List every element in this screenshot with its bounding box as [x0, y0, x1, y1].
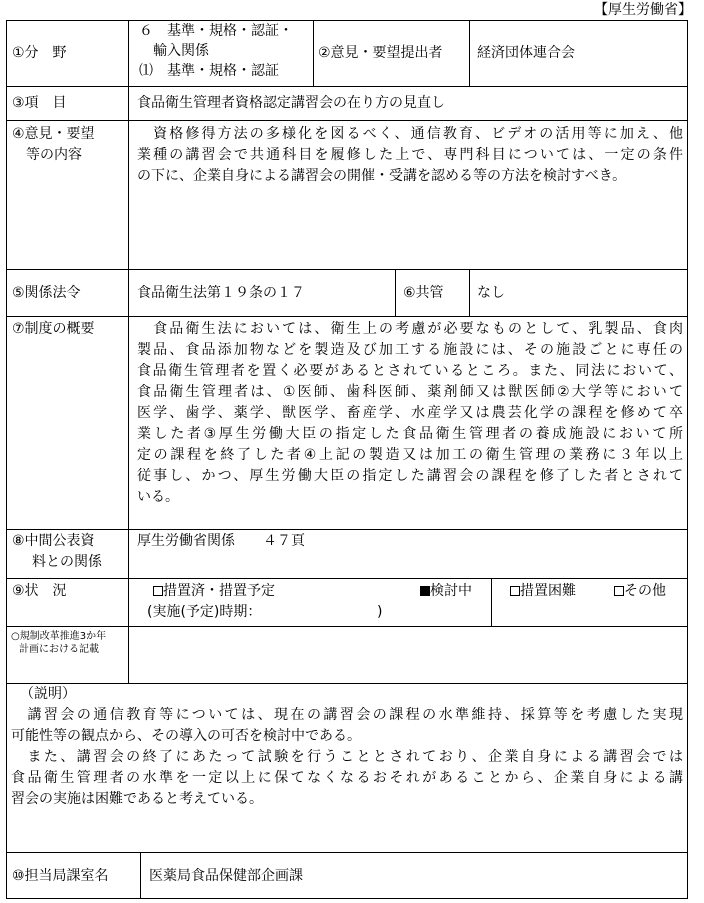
row-divider	[7, 578, 687, 579]
row-divider	[7, 269, 687, 270]
law-value: 食品衛生法第１９条の１７	[137, 285, 305, 301]
row-divider	[7, 86, 687, 87]
checkbox-unchecked-icon	[614, 586, 624, 596]
row-divider	[7, 529, 687, 530]
law-label: ⑤関係法令	[12, 285, 81, 301]
column-divider	[313, 21, 314, 86]
checkbox-unchecked-icon	[510, 586, 520, 596]
checkbox-checked-icon	[420, 586, 430, 596]
system-line: いる。	[137, 489, 179, 505]
interim-label	[12, 531, 102, 573]
interim-value: 厚生労働省関係 ４７頁	[137, 533, 305, 549]
status-label: ⑨状 況	[12, 583, 67, 599]
system-line: 業した者③厚生労働大臣の指定した食品衛生管理者の養成施設において所	[137, 426, 683, 442]
request-line: の下に、企業自身による講習会の開催・受講を認める等の方法を検討すべき。	[137, 168, 627, 184]
item-label: ③項 目	[12, 95, 67, 111]
explanation-line: 可能性等の観点から、その導入の可否を検討中である。	[11, 728, 361, 744]
system-line: 食品衛生管理者は、①医師、歯科医師、薬剤師又は獣医師②大学等において	[137, 384, 683, 400]
submitter-label: ②意見・要望提出者	[318, 45, 443, 61]
department-value: 医薬局食品保健部企画課	[149, 868, 303, 884]
request-label-line: 等の内容	[26, 147, 82, 163]
item-value: 食品衛生管理者資格認定講習会の在り方の見直し	[137, 95, 445, 111]
row-divider	[7, 316, 687, 317]
column-divider	[469, 21, 470, 86]
schedule-close: )	[377, 604, 383, 620]
request-label-line: ④意見・要望	[12, 126, 95, 142]
field-line: ６ 基準・規格・認証・	[139, 23, 293, 39]
request-content	[137, 124, 683, 187]
schedule-label: (実施(予定)時期：	[147, 604, 262, 620]
request-line: 業種の講習会で共通科目を履修した上で、専門科目については、一定の条件	[137, 147, 683, 163]
department-label: ⑩担当局課室名	[12, 868, 109, 884]
plan-label-line: ○規制改革推進3か年	[11, 631, 107, 642]
system-line: 医学、歯学、薬学、獣医学、畜産学、水産学又は農芸化学の課程を修めて卒	[137, 405, 683, 421]
row-divider	[7, 683, 687, 684]
system-line: 食品衛生法においては、衛生上の考慮が必要なものとして、乳製品、食肉	[137, 321, 683, 337]
explanation-line: 食品衛生管理者の水準を一定以上に保てなくなるおそれがあることから、企業自身による講	[11, 770, 683, 786]
column-divider	[140, 852, 141, 898]
row-divider	[7, 120, 687, 121]
column-divider	[469, 269, 470, 316]
row-divider	[7, 626, 687, 627]
explanation-line: 習会の実施は困難であると考えている。	[11, 791, 263, 807]
status-option-difficult: 措置困難	[510, 581, 576, 602]
plan-label	[11, 630, 106, 656]
system-line: 定の課程を終了した者④上記の製造又は加工の衛生管理の業務に３年以上	[137, 447, 683, 463]
system-line: 製品、食品添加物などを製造及び加工する施設には、その施設ごとに専任の	[137, 342, 683, 358]
system-line: 従事し、かつ、厚生労働大臣の指定した講習会の課程を修了した者とされて	[137, 468, 683, 484]
column-divider	[491, 578, 492, 626]
field-line: 輸入関係	[153, 43, 209, 59]
field-label: ①分 野	[12, 45, 67, 61]
explanation-heading: （説明）	[20, 686, 76, 702]
joint-value: なし	[477, 285, 505, 301]
submitter-value: 経済団体連合会	[477, 45, 575, 61]
column-divider	[395, 269, 396, 316]
status-option-done: 措置済・措置予定	[153, 581, 275, 602]
column-divider	[128, 21, 129, 683]
request-line: 資格修得方法の多様化を図るべく、通信教育、ビデオの活用等に加え、他	[137, 126, 683, 142]
explanation-content	[11, 705, 683, 810]
ministry-label: 【厚生労働省】	[594, 2, 692, 18]
interim-label-line: ⑧中間公表資	[12, 533, 95, 549]
system-content	[137, 319, 683, 508]
explanation-line: また、講習会の終了にあたって試験を行うこととされており、企業自身による講習会では	[11, 749, 683, 765]
joint-label: ⑥共管	[403, 285, 444, 301]
status-option-other: その他	[614, 581, 666, 602]
system-label: ⑦制度の概要	[12, 321, 95, 337]
explanation-line: 講習会の通信教育等については、現在の講習会の課程の水準維持、採算等を考慮した実現	[11, 707, 683, 723]
row-divider	[7, 852, 687, 853]
plan-label-line: 計画における記載	[19, 644, 99, 655]
interim-label-line: 料との関係	[32, 554, 102, 570]
field-line: ⑴ 基準・規格・認証	[139, 63, 279, 79]
status-option-reviewing: 検討中	[420, 581, 472, 602]
checkbox-unchecked-icon	[153, 586, 163, 596]
field-value	[139, 21, 293, 81]
system-line: 食品衛生管理者を置く必要があるとされているところ。また、同法において、	[137, 363, 683, 379]
request-label	[12, 124, 95, 166]
request-form-table	[6, 20, 688, 899]
